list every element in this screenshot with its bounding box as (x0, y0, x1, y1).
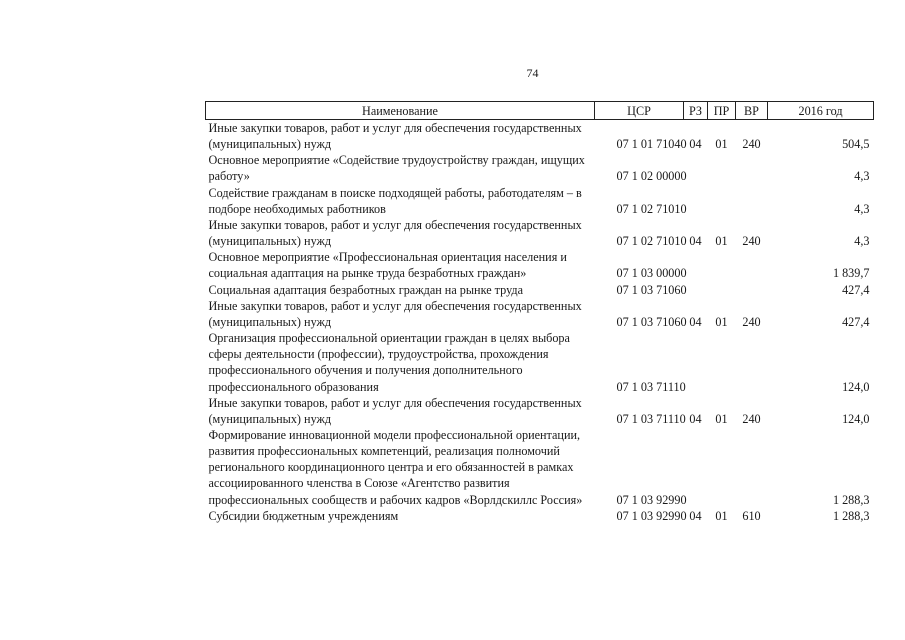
row-vr (736, 185, 768, 217)
row-rz: 04 (689, 508, 702, 523)
row-pr: 01 (715, 411, 728, 426)
row-name: Социальная адаптация безработных граждан на рынке труда (208, 282, 523, 297)
row-name: Основное мероприятие «Содействие трудоустройству граждан, ищущих работу» (208, 153, 585, 184)
row-vr: 240 (742, 411, 761, 426)
row-csr: 07 1 02 71010 (616, 201, 687, 216)
row-pr (708, 427, 736, 508)
row-csr: 07 1 03 71110 (616, 411, 686, 426)
row-sum: 4,3 (854, 169, 870, 184)
row-name: Иные закупки товаров, работ и услуг для обеспечения государственных (муниципальных) нужд (208, 121, 582, 152)
row-rz (684, 282, 708, 298)
row-name: Содействие гражданам в поиске подходящей работы, работодателям – в подборе необходимых работников (208, 185, 582, 216)
row-name: Иные закупки товаров, работ и услуг для обеспечения государственных (муниципальных) нужд (208, 395, 582, 426)
row-csr: 07 1 03 71110 (616, 379, 686, 394)
row-vr: 240 (742, 314, 761, 329)
row-csr: 07 1 03 92990 (616, 492, 687, 507)
row-rz (684, 249, 708, 281)
row-rz: 04 (689, 314, 702, 329)
row-vr (736, 152, 768, 184)
row-vr (736, 330, 768, 395)
row-csr: 07 1 02 00000 (616, 169, 687, 184)
row-sum: 427,4 (842, 282, 870, 297)
row-name: Иные закупки товаров, работ и услуг для обеспечения государственных (муниципальных) нужд (208, 298, 582, 329)
row-name: Организация профессиональной ориентации граждан в целях выбора сферы деятельности (профессии), трудоустройства, прохождения профессионального обучения и получения дополнительного профессионального образования (208, 331, 570, 394)
row-csr: 07 1 01 71040 (616, 137, 687, 152)
table-row (206, 298, 874, 330)
row-rz (684, 185, 708, 217)
row-vr (736, 282, 768, 298)
row-name: Иные закупки товаров, работ и услуг для обеспечения государственных (муниципальных) нужд (208, 217, 582, 249)
row-pr (708, 249, 736, 281)
page-number: 74 (526, 66, 539, 80)
row-sum: 124,0 (842, 411, 870, 426)
row-vr: 240 (742, 234, 761, 249)
row-pr: 01 (715, 234, 728, 249)
table-row (206, 282, 874, 298)
row-pr (708, 185, 736, 217)
row-rz: 04 (689, 411, 702, 426)
row-csr: 07 1 03 71060 (616, 282, 687, 297)
table-row (206, 330, 874, 395)
row-rz: 04 (689, 234, 702, 249)
row-pr: 01 (715, 137, 728, 152)
budget-table-container (205, 101, 873, 524)
row-name: Формирование инновационной модели профессиональной ориентации, развития профессиональных компетенций, реализация полномочий регионального координационного центра и его обязанностей в рамках ассоциированного членства в Союзе «Агентство развития профессиональных сообществ и рабочих кадров «Ворлдскиллс Россия» (208, 427, 583, 507)
row-csr: 07 1 02 71010 (616, 234, 687, 249)
row-rz (684, 330, 708, 395)
row-sum: 427,4 (842, 314, 870, 329)
header-rz: РЗ (684, 102, 708, 120)
row-rz (684, 427, 708, 508)
row-csr: 07 1 03 00000 (616, 266, 687, 281)
row-csr: 07 1 03 71060 (616, 314, 687, 329)
table-row (206, 249, 874, 281)
row-sum: 504,5 (842, 137, 870, 152)
table-row (206, 395, 874, 427)
row-pr: 01 (715, 508, 728, 523)
row-name: Основное мероприятие «Профессиональная ориентация населения и социальная адаптация на рынке труда безработных граждан» (208, 250, 567, 281)
row-sum: 1 839,7 (832, 266, 870, 281)
table-row (206, 427, 874, 508)
header-pr: ПР (708, 102, 736, 120)
row-sum: 4,3 (854, 201, 870, 216)
header-year: 2016 год (768, 102, 874, 120)
row-pr (708, 152, 736, 184)
row-rz (684, 152, 708, 184)
row-pr (708, 330, 736, 395)
row-pr (708, 282, 736, 298)
table-header-row (206, 102, 874, 120)
row-vr: 240 (742, 137, 761, 152)
header-name: Наименование (206, 102, 595, 120)
row-name: Субсидии бюджетным учреждениям (208, 508, 399, 523)
row-sum: 4,3 (854, 234, 870, 249)
budget-table (205, 101, 874, 524)
header-csr: ЦСР (595, 102, 684, 120)
row-vr (736, 427, 768, 508)
row-sum: 1 288,3 (832, 508, 870, 523)
table-row (206, 152, 874, 184)
table-row (206, 508, 874, 524)
table-row (206, 217, 874, 249)
row-vr (736, 249, 768, 281)
row-sum: 1 288,3 (832, 492, 870, 507)
row-rz: 04 (689, 137, 702, 152)
row-sum: 124,0 (842, 379, 870, 394)
table-row (206, 120, 874, 153)
table-row (206, 185, 874, 217)
header-vr: ВР (736, 102, 768, 120)
row-vr: 610 (742, 508, 761, 523)
row-csr: 07 1 03 92990 (616, 508, 687, 523)
row-pr: 01 (715, 314, 728, 329)
